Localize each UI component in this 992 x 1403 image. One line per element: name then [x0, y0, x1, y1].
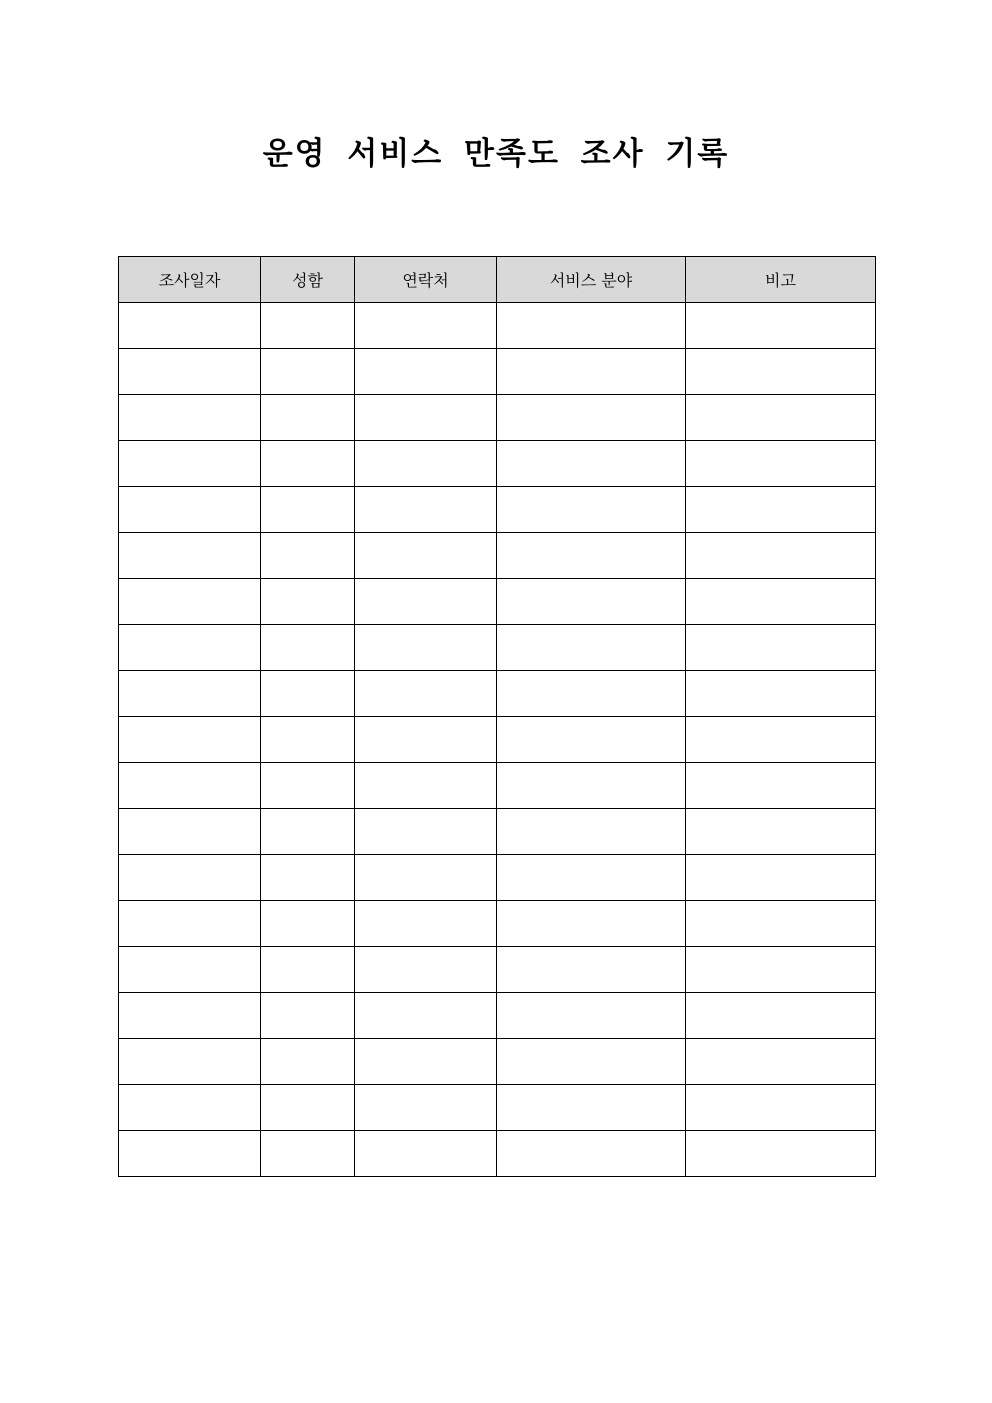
name-cell[interactable]	[261, 717, 355, 763]
contact-cell[interactable]	[355, 395, 497, 441]
table-row	[119, 533, 876, 579]
header-survey-date: 조사일자	[119, 257, 261, 303]
service-area-cell[interactable]	[497, 395, 686, 441]
name-cell[interactable]	[261, 533, 355, 579]
survey-date-cell[interactable]	[119, 809, 261, 855]
service-area-cell[interactable]	[497, 533, 686, 579]
remarks-cell[interactable]	[686, 349, 876, 395]
name-cell[interactable]	[261, 901, 355, 947]
table-row	[119, 1039, 876, 1085]
table-row	[119, 855, 876, 901]
survey-date-cell[interactable]	[119, 579, 261, 625]
table-header-row	[119, 257, 876, 303]
service-area-cell[interactable]	[497, 579, 686, 625]
table-row	[119, 901, 876, 947]
service-area-cell[interactable]	[497, 1131, 686, 1177]
service-area-cell[interactable]	[497, 947, 686, 993]
contact-cell[interactable]	[355, 901, 497, 947]
service-area-cell[interactable]	[497, 901, 686, 947]
service-area-cell[interactable]	[497, 809, 686, 855]
survey-record-table	[118, 256, 876, 1177]
service-area-cell[interactable]	[497, 625, 686, 671]
contact-cell[interactable]	[355, 1131, 497, 1177]
survey-date-cell[interactable]	[119, 763, 261, 809]
remarks-cell[interactable]	[686, 1039, 876, 1085]
survey-date-cell[interactable]	[119, 993, 261, 1039]
table-row	[119, 441, 876, 487]
header-contact: 연락처	[355, 257, 497, 303]
survey-date-cell[interactable]	[119, 901, 261, 947]
remarks-cell[interactable]	[686, 855, 876, 901]
contact-cell[interactable]	[355, 441, 497, 487]
table-body	[119, 303, 876, 1177]
header-name: 성함	[261, 257, 355, 303]
table-row	[119, 809, 876, 855]
remarks-cell[interactable]	[686, 533, 876, 579]
remarks-cell[interactable]	[686, 625, 876, 671]
page-title: 운영 서비스 만족도 조사 기록	[262, 136, 730, 172]
contact-cell[interactable]	[355, 809, 497, 855]
remarks-cell[interactable]	[686, 395, 876, 441]
service-area-cell[interactable]	[497, 303, 686, 349]
name-cell[interactable]	[261, 947, 355, 993]
service-area-cell[interactable]	[497, 441, 686, 487]
survey-date-cell[interactable]	[119, 625, 261, 671]
contact-cell[interactable]	[355, 487, 497, 533]
contact-cell[interactable]	[355, 717, 497, 763]
table-row	[119, 349, 876, 395]
contact-cell[interactable]	[355, 579, 497, 625]
remarks-cell[interactable]	[686, 901, 876, 947]
service-area-cell[interactable]	[497, 855, 686, 901]
contact-cell[interactable]	[355, 349, 497, 395]
contact-cell[interactable]	[355, 763, 497, 809]
name-cell[interactable]	[261, 671, 355, 717]
survey-date-cell[interactable]	[119, 533, 261, 579]
contact-cell[interactable]	[355, 1085, 497, 1131]
service-area-cell[interactable]	[497, 349, 686, 395]
table-row	[119, 625, 876, 671]
remarks-cell[interactable]	[686, 717, 876, 763]
service-area-cell[interactable]	[497, 487, 686, 533]
remarks-cell[interactable]	[686, 1131, 876, 1177]
survey-date-cell[interactable]	[119, 303, 261, 349]
remarks-cell[interactable]	[686, 1085, 876, 1131]
survey-date-cell[interactable]	[119, 1085, 261, 1131]
table-row	[119, 947, 876, 993]
contact-cell[interactable]	[355, 1039, 497, 1085]
name-cell[interactable]	[261, 625, 355, 671]
service-area-cell[interactable]	[497, 993, 686, 1039]
contact-cell[interactable]	[355, 303, 497, 349]
survey-date-cell[interactable]	[119, 349, 261, 395]
name-cell[interactable]	[261, 1131, 355, 1177]
header-remarks: 비고	[686, 257, 876, 303]
table-row	[119, 579, 876, 625]
contact-cell[interactable]	[355, 947, 497, 993]
name-cell[interactable]	[261, 395, 355, 441]
name-cell[interactable]	[261, 763, 355, 809]
table-row	[119, 303, 876, 349]
service-area-cell[interactable]	[497, 763, 686, 809]
table-row	[119, 993, 876, 1039]
remarks-cell[interactable]	[686, 809, 876, 855]
table-row	[119, 395, 876, 441]
remarks-cell[interactable]	[686, 993, 876, 1039]
contact-cell[interactable]	[355, 625, 497, 671]
service-area-cell[interactable]	[497, 671, 686, 717]
table-row	[119, 1085, 876, 1131]
service-area-cell[interactable]	[497, 1039, 686, 1085]
remarks-cell[interactable]	[686, 763, 876, 809]
survey-date-cell[interactable]	[119, 1039, 261, 1085]
survey-date-cell[interactable]	[119, 441, 261, 487]
name-cell[interactable]	[261, 1085, 355, 1131]
survey-date-cell[interactable]	[119, 395, 261, 441]
table-row	[119, 763, 876, 809]
contact-cell[interactable]	[355, 533, 497, 579]
remarks-cell[interactable]	[686, 579, 876, 625]
remarks-cell[interactable]	[686, 947, 876, 993]
remarks-cell[interactable]	[686, 441, 876, 487]
service-area-cell[interactable]	[497, 1085, 686, 1131]
table-row	[119, 671, 876, 717]
name-cell[interactable]	[261, 349, 355, 395]
survey-date-cell[interactable]	[119, 671, 261, 717]
name-cell[interactable]	[261, 579, 355, 625]
remarks-cell[interactable]	[686, 671, 876, 717]
survey-date-cell[interactable]	[119, 487, 261, 533]
service-area-cell[interactable]	[497, 717, 686, 763]
name-cell[interactable]	[261, 809, 355, 855]
name-cell[interactable]	[261, 993, 355, 1039]
contact-cell[interactable]	[355, 671, 497, 717]
name-cell[interactable]	[261, 855, 355, 901]
remarks-cell[interactable]	[686, 487, 876, 533]
contact-cell[interactable]	[355, 993, 497, 1039]
header-service-area: 서비스 분야	[497, 257, 686, 303]
name-cell[interactable]	[261, 441, 355, 487]
survey-date-cell[interactable]	[119, 717, 261, 763]
table-row	[119, 717, 876, 763]
table-row	[119, 487, 876, 533]
survey-date-cell[interactable]	[119, 1131, 261, 1177]
name-cell[interactable]	[261, 303, 355, 349]
remarks-cell[interactable]	[686, 303, 876, 349]
survey-date-cell[interactable]	[119, 855, 261, 901]
survey-date-cell[interactable]	[119, 947, 261, 993]
name-cell[interactable]	[261, 1039, 355, 1085]
name-cell[interactable]	[261, 487, 355, 533]
contact-cell[interactable]	[355, 855, 497, 901]
table-row	[119, 1131, 876, 1177]
